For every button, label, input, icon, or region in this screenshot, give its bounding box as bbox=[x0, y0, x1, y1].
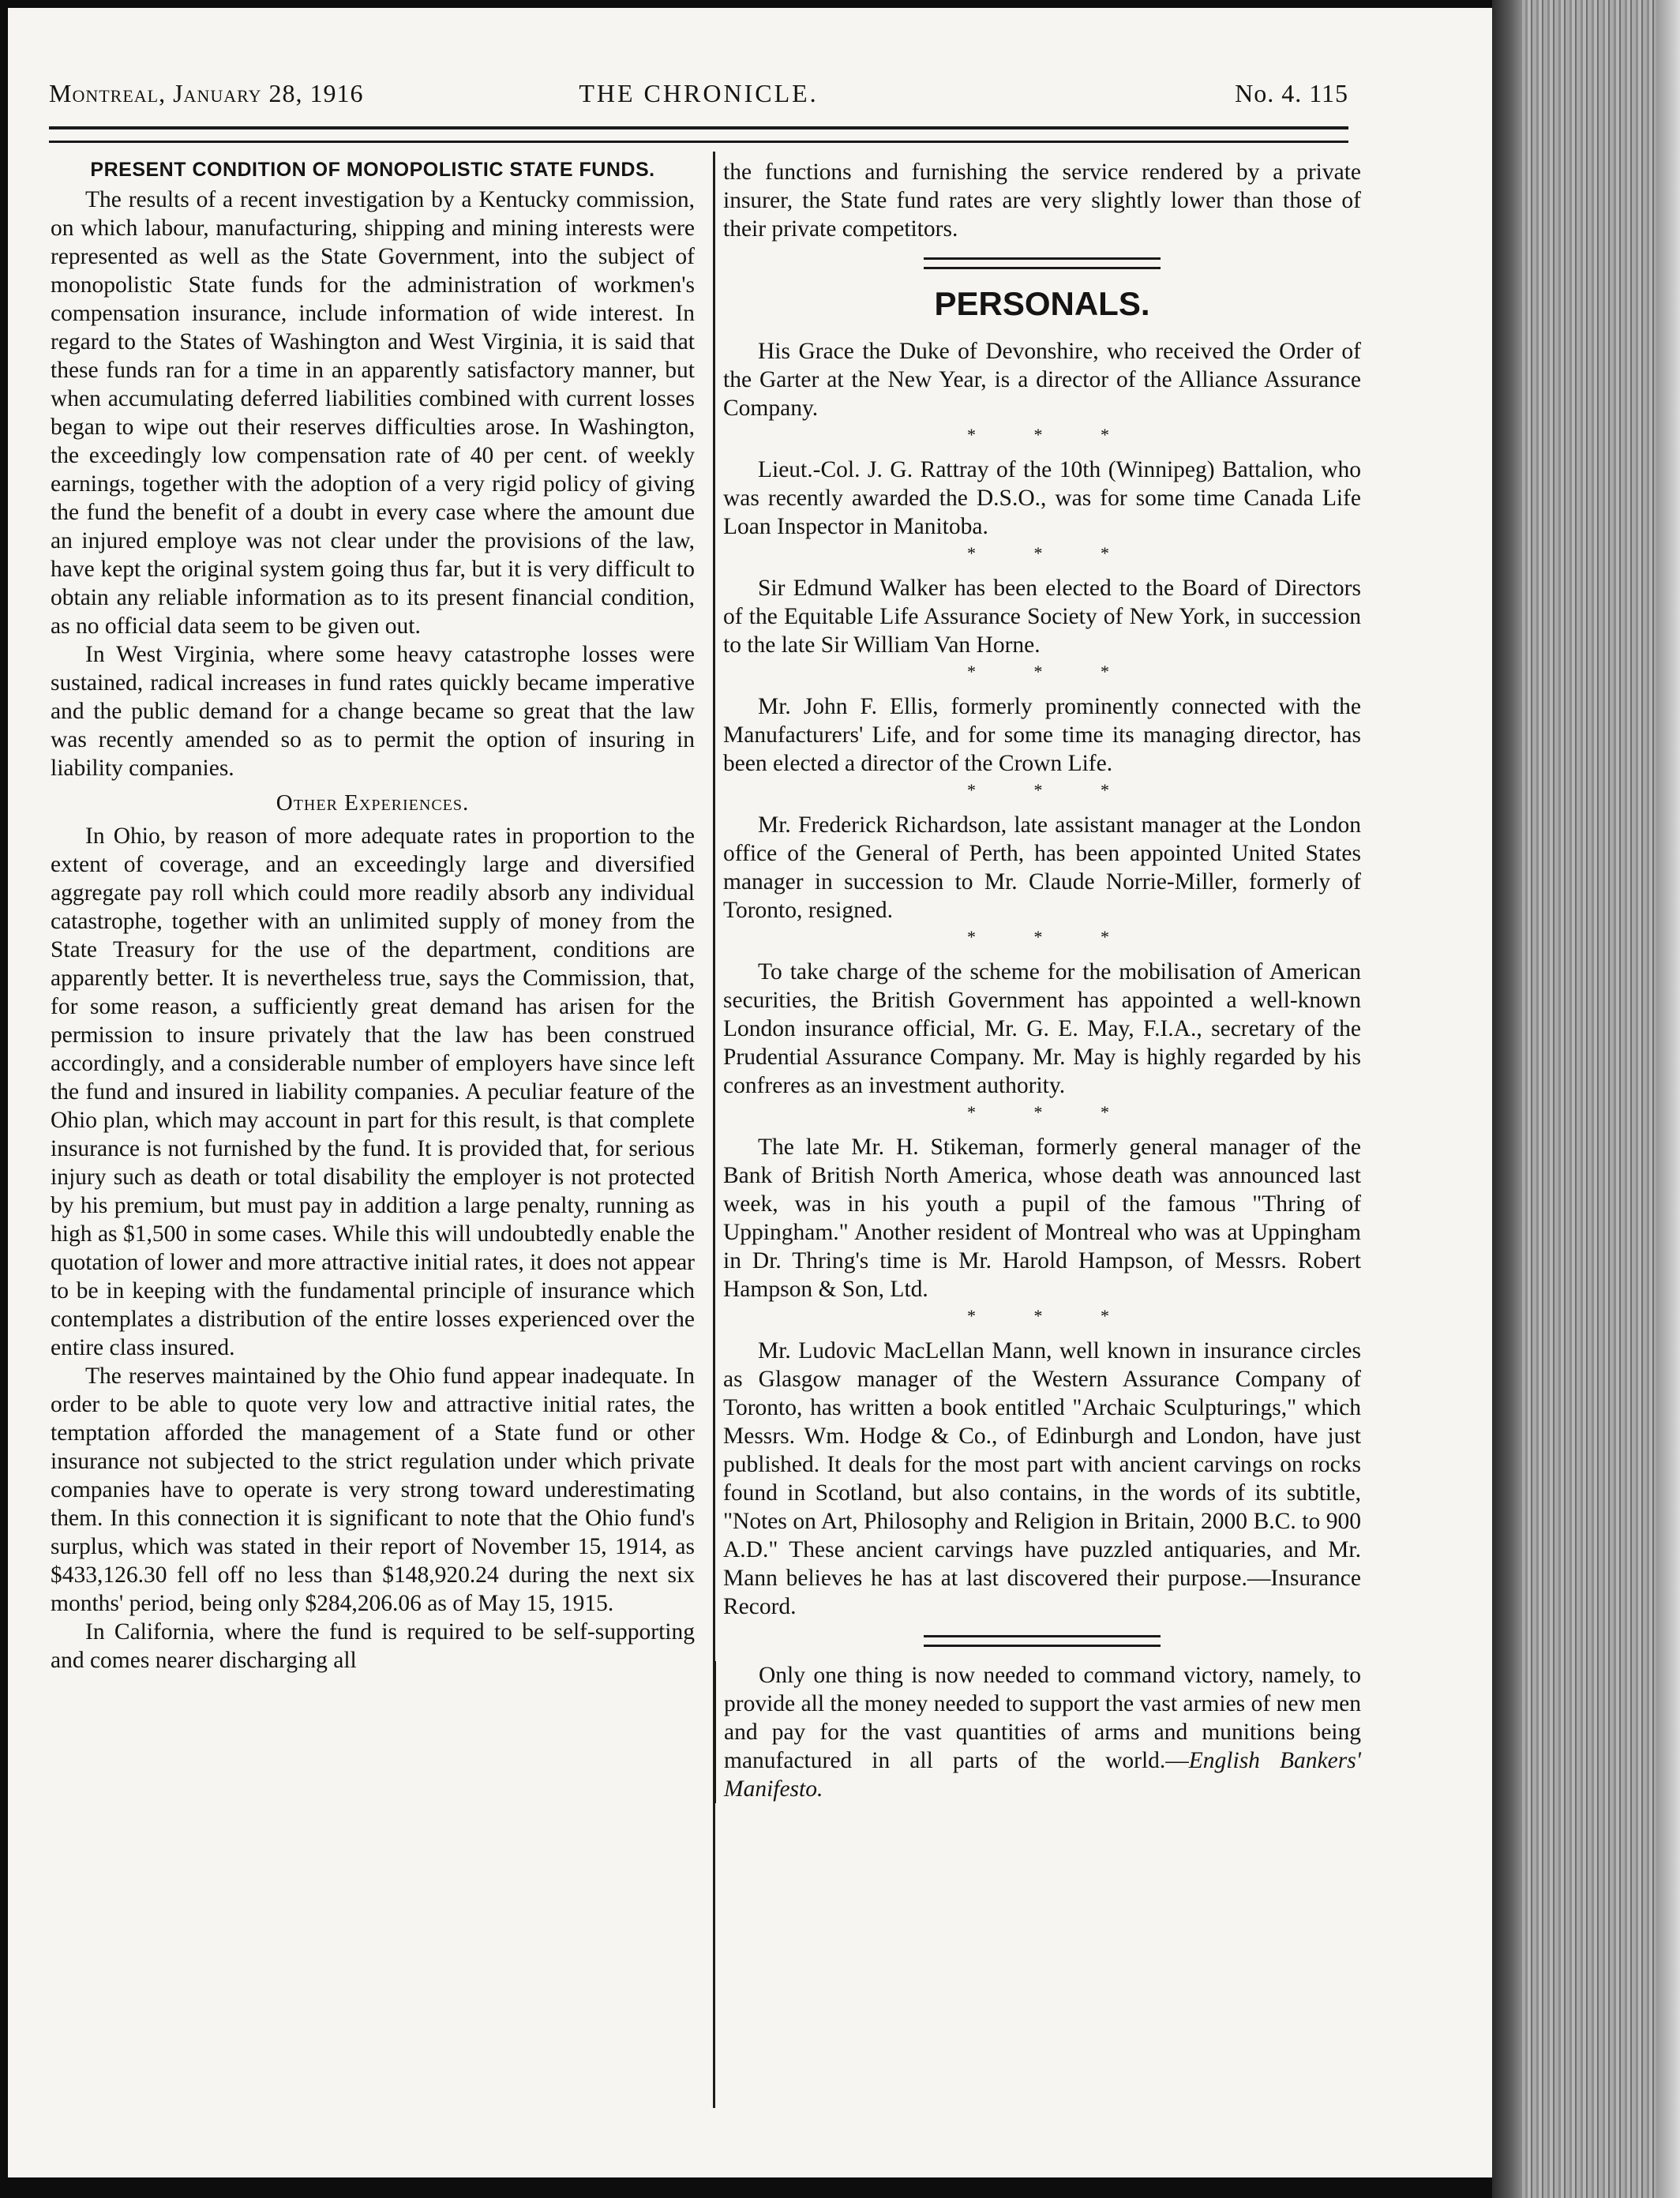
book-spine-edge bbox=[1492, 0, 1680, 2198]
personal-item: To take charge of the scheme for the mobilisation of American securities, the British Government has appointed a well-known London insurance official, Mr. G. E. May, F.I.A., secretary of the Prudential Assurance Company. Mr. May is highly regarded by his confreres as an investment authority. bbox=[723, 959, 1361, 1098]
article-paragraph: In Ohio, by reason of more adequate rates in proportion to the extent of coverage, and an exceedingly large and diversified aggregate pay roll which could more readily absorb any individual catastrophe, together with an unlimited supply of money from the State Treasury for the use of the department, conditions are apparently better. It is nevertheless true, says the Commission, that, for some reason, a sufficiently great demand has arisen for the permission to insure privately that the law has been construed accordingly, and a considerable number of employers have since left the fund and insured in liability companies. A peculiar feature of the Ohio plan, which may account in part for this result, is that complete insurance is not furnished by the fund. It is provided that, for serious injury such as death or total disability the employer is not protected by his premium, but must pay in addition a large penalty, running as high as $1,500 in some cases. While this will undoubtedly enable the quotation of lower and more attractive initial rates, it does not appear to be in keeping with the fundamental principle of insurance which contemplates a distribution of the entire losses experienced over the entire class insured. bbox=[51, 823, 695, 1360]
item-separator-stars: * * * bbox=[967, 927, 1136, 947]
item-separator-stars: * * * bbox=[967, 543, 1136, 563]
article-title: PRESENT CONDITION OF MONOPOLISTIC STATE FUNDS. bbox=[90, 159, 655, 181]
section-separator bbox=[924, 257, 1161, 269]
personal-item: Sir Edmund Walker has been elected to the Board of Directors of the Equitable Life Assurance Society of New York, in succession to the late Sir William Van Horne. bbox=[723, 576, 1361, 658]
personal-item: Mr. Frederick Richardson, late assistant manager at the London office of the General of Perth, has been appointed United States manager in succession to Mr. Claude Norrie-Miller, formerly of Toronto, resigned. bbox=[723, 812, 1361, 923]
personal-item: Mr. John F. Ellis, formerly prominently connected with the Manufacturers' Life, and for some time its managing director, has been elected a director of the Crown Life. bbox=[723, 694, 1361, 776]
article-paragraph: The results of a recent investigation by a Kentucky commission, on which labour, manufacturing, shipping and mining interests were represented as well as the State Government, into the subject of monopolistic State funds for the administration of workmen's compensation insurance, include information of wide interest. In regard to the States of Washington and West Virginia, it is said that these funds ran for a time in an apparently satisfactory manner, but when accumulating deferred liabilities combined with current losses began to wipe out their reserves difficulties arose. In Washington, the exceedingly low compensation rate of 40 per cent. of weekly earnings, together with the adoption of a very rigid policy of giving the fund the benefit of a doubt in every case where the amount due an injured employe was not clear under the provisions of the law, have kept the original system going thus far, but it is very difficult to obtain any reliable information as to its present financial condition, as no official data seem to be given out. bbox=[51, 187, 695, 639]
article-subheading: Other Experiences. bbox=[276, 790, 470, 816]
personal-item: The late Mr. H. Stikeman, formerly general manager of the Bank of British North America, whose death was announced last week, was in his youth a pupil of the famous "Thring of Uppingham." Another resident of Montreal who was at Uppingham in Dr. Thring's time is Mr. Harold Hampson, of Messrs. Robert Hampson & Son, Ltd. bbox=[723, 1135, 1361, 1302]
article-paragraph: In West Virginia, where some heavy catastrophe losses were sustained, radical increases in fund rates quickly became imperative and the public demand for a change became so great that the law was recently amended so as to permit the option of insuring in liability companies. bbox=[51, 642, 695, 781]
closing-text: Only one thing is now needed to command victory, namely, to provide all the money needed to support the vast armies of new men and pay for the vast quantities of arms and munitions being manufactured in all parts of the world.— bbox=[724, 1663, 1361, 1773]
article-paragraph: The reserves maintained by the Ohio fund appear inadequate. In order to be able to quote very low and attractive initial rates, the temptation afforded the management of a State fund or other insurance not subjected to the strict regulation under which private companies have to operate is very strong toward underestimating them. In this connection it is significant to note that the Ohio fund's surplus, which was stated in their report of November 15, 1914, as $433,126.30 fell off no less than $148,920.24 during the next six months' period, being only $284,206.06 as of May 15, 1915. bbox=[51, 1363, 695, 1616]
section-separator bbox=[924, 1635, 1161, 1647]
item-separator-stars: * * * bbox=[967, 425, 1136, 444]
header-publication-title: THE CHRONICLE. bbox=[579, 79, 819, 107]
running-header bbox=[49, 79, 1348, 118]
item-separator-stars: * * * bbox=[967, 662, 1136, 681]
left-column bbox=[51, 158, 695, 1675]
item-separator-stars: * * * bbox=[967, 1306, 1136, 1326]
closing-quote bbox=[714, 1661, 1361, 1803]
closing-source: English Bankers' Manifesto. bbox=[724, 1748, 1361, 1802]
item-separator-stars: * * * bbox=[967, 1102, 1136, 1122]
personal-item: Mr. Ludovic MacLellan Mann, well known in insurance circles as Glasgow manager of the Western Assurance Company of Toronto, has written a book entitled "Archaic Sculpturings," which Messrs. Wm. Hodge & Co., of Edinburgh and London, have just published. It deals for the most part with ancient carvings on rocks found in Scotland, but also contains, in the words of its subtitle, "Notes on Art, Philosophy and Religion in Britain, 2000 B.C. to 900 A.D." These ancient carvings have puzzled antiquaries, and Mr. Mann believes he has at last discovered their purpose.—Insurance Record. bbox=[723, 1338, 1361, 1619]
personal-item: His Grace the Duke of Devonshire, who received the Order of the Garter at the New Year, is a director of the Alliance Assurance Company. bbox=[723, 339, 1361, 421]
personals-title: PERSONALS. bbox=[934, 285, 1150, 322]
personal-item: Lieut.-Col. J. G. Rattray of the 10th (Winnipeg) Battalion, who was recently awarded the D.S.O., was for some time Canada Life Loan Inspector in Manitoba. bbox=[723, 457, 1361, 539]
header-issue-page: No. 4. 115 bbox=[1235, 79, 1348, 107]
right-column bbox=[723, 158, 1361, 1803]
header-date: Montreal, January 28, 1916 bbox=[49, 79, 364, 107]
item-separator-stars: * * * bbox=[967, 780, 1136, 800]
column-divider bbox=[713, 152, 715, 2108]
article-continuation: the functions and furnishing the service rendered by a private insurer, the State fund rates are very slightly lower than those of their private competitors. bbox=[723, 159, 1361, 242]
article-paragraph: In California, where the fund is required to be self-supporting and comes nearer discharging all bbox=[51, 1619, 695, 1673]
closing-paragraph bbox=[724, 1661, 1361, 1803]
header-rule bbox=[49, 126, 1348, 143]
